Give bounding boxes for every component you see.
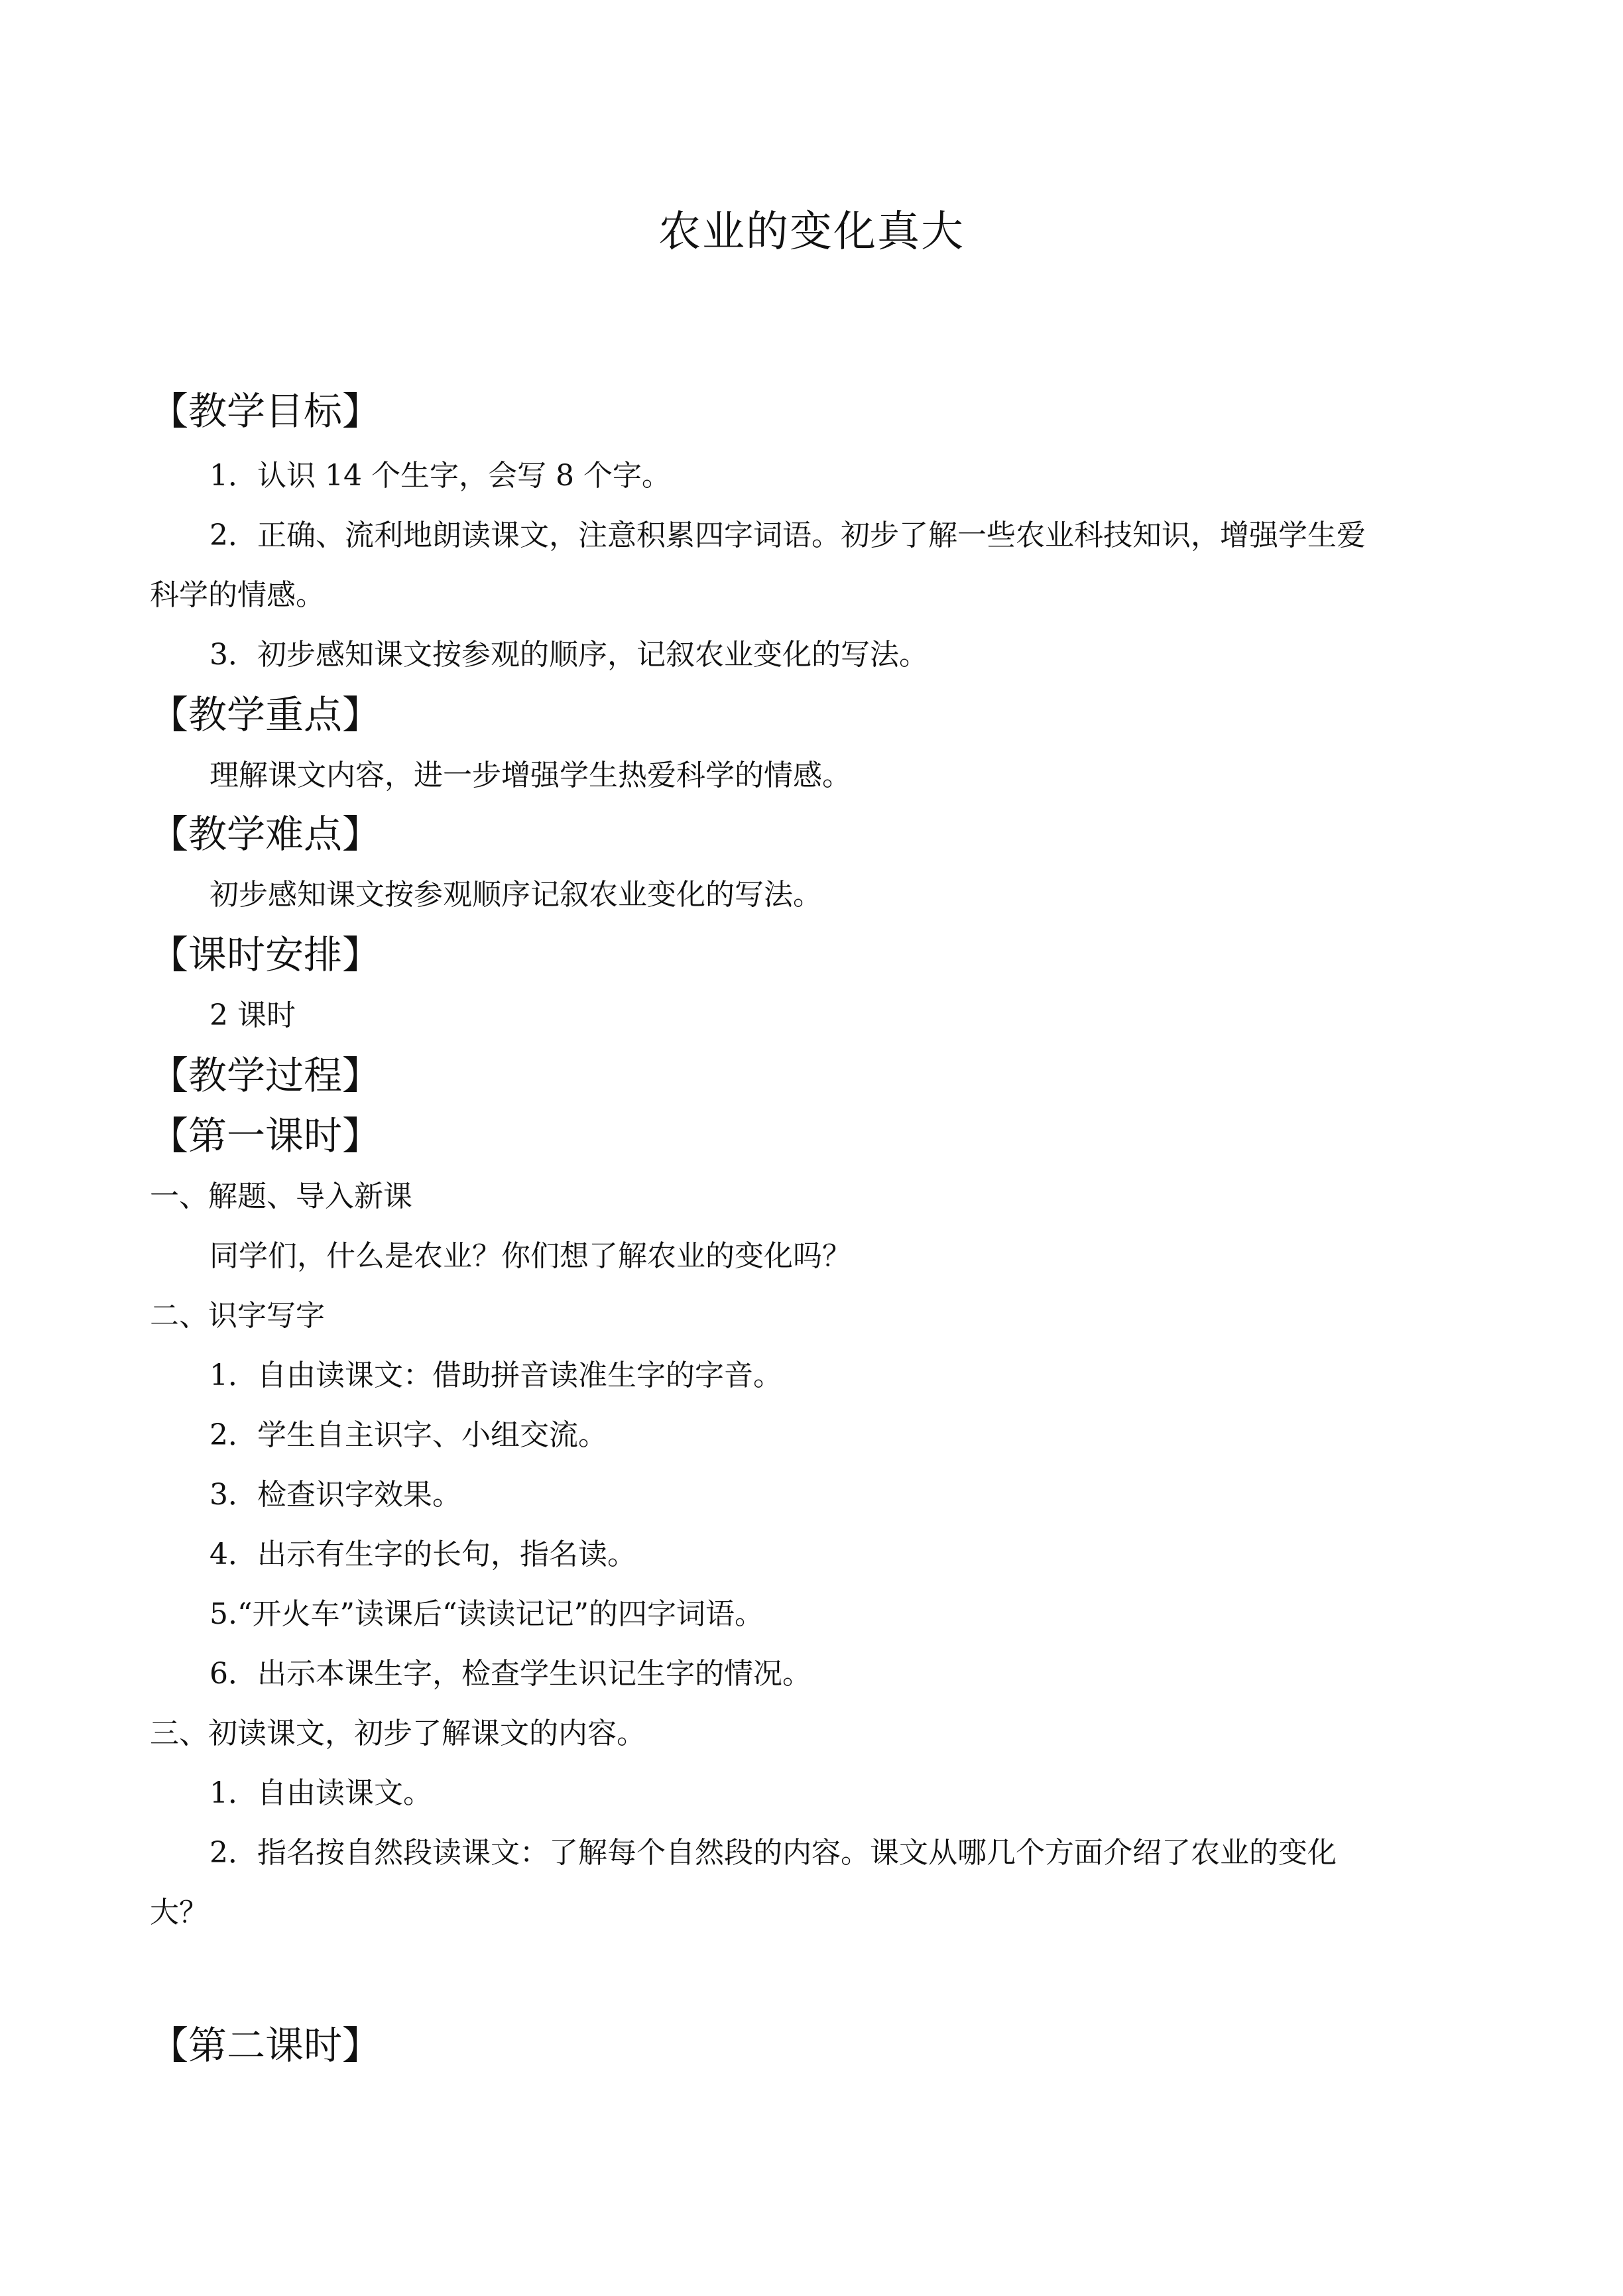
section-3-item-1: 1．自由读课文。 <box>210 1776 432 1810</box>
objective-item-2-line-1: 2．正确、流利地朗读课文，注意积累四字词语。初步了解一些农业科技知识，增强学生爱 <box>210 518 1366 552</box>
key-points-text: 理解课文内容，进一步增强学生热爱科学的情感。 <box>210 758 851 792</box>
section-1-title: 一、解题、导入新课 <box>150 1179 412 1213</box>
section-2-item: 2．学生自主识字、小组交流。 <box>210 1418 607 1452</box>
heading-process: 【教学过程】 <box>150 1053 381 1098</box>
document-title: 农业的变化真大 <box>658 208 965 257</box>
heading-lesson-1: 【第一课时】 <box>150 1113 381 1158</box>
difficulties-text: 初步感知课文按参观顺序记叙农业变化的写法。 <box>210 878 822 912</box>
objective-item-3: 3．初步感知课文按参观的顺序，记叙农业变化的写法。 <box>210 638 928 672</box>
heading-lesson-2: 【第二课时】 <box>150 2023 381 2068</box>
schedule-text: 2 课时 <box>210 998 296 1032</box>
section-3-item-2-line-1: 2．指名按自然段读课文：了解每个自然段的内容。课文从哪几个方面介绍了农业的变化 <box>210 1836 1337 1870</box>
section-2-item: 3．检查识字效果。 <box>210 1478 461 1512</box>
section-2-title: 二、识字写字 <box>150 1299 325 1333</box>
heading-objectives: 【教学目标】 <box>150 389 381 434</box>
section-2-item: 5.“开火车”读课后“读读记记”的四字词语。 <box>210 1597 764 1631</box>
section-2-item: 4．出示有生字的长句，指名读。 <box>210 1538 636 1571</box>
heading-schedule: 【课时安排】 <box>150 932 381 977</box>
objective-item-2-line-2: 科学的情感。 <box>150 578 325 612</box>
section-1-text: 同学们，什么是农业？你们想了解农业的变化吗？ <box>210 1239 851 1273</box>
section-3-item-2-line-2: 大？ <box>150 1896 208 1929</box>
section-2-item: 1．自由读课文：借助拼音读准生字的字音。 <box>210 1359 782 1392</box>
section-3-title: 三、初读课文，初步了解课文的内容。 <box>150 1717 646 1750</box>
heading-key-points: 【教学重点】 <box>150 692 381 737</box>
objective-item-1: 1．认识 14 个生字，会写 8 个字。 <box>210 459 671 493</box>
heading-difficulties: 【教学难点】 <box>150 812 381 857</box>
section-2-item: 6．出示本课生字，检查学生识记生字的情况。 <box>210 1657 812 1691</box>
